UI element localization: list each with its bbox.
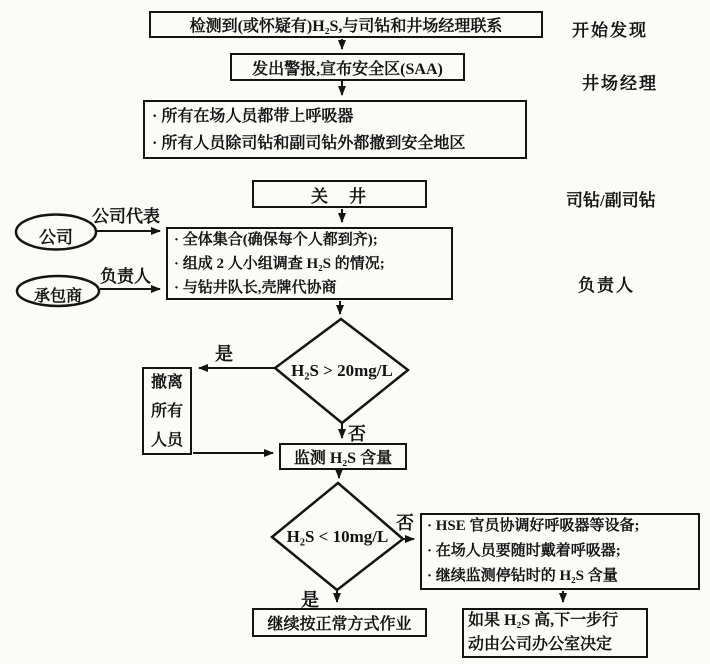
hse-item: · 继续监测停钻时的 H₂S 含量 (427, 568, 618, 584)
edge-label-no-high: 否 (348, 424, 366, 444)
contractor-ellipse-label: 承包商 (33, 288, 82, 305)
evacuate-line: 人员 (150, 431, 183, 449)
process-box-office-decision (462, 608, 648, 658)
office-line: 如果 H₂S 高,下一步行 (468, 612, 619, 629)
edge-label-no-low: 否 (396, 513, 414, 533)
company-ellipse-label: 公司 (39, 228, 73, 247)
hse-item: · 在场人员要随时戴着呼吸器; (427, 543, 621, 559)
edge-label-contractor-head: 负责人 (100, 267, 151, 286)
process-box-monitor: 监测 H₂S 含量 (279, 443, 407, 470)
office-line: 动由公司办公室决定 (468, 636, 613, 653)
decision-h2s-low-label: H₂S < 10mg/L (286, 527, 389, 546)
hse-item: · HSE 官员协调好呼吸器等设备; (427, 518, 640, 534)
respirator-item: · 所有在场人员都带上呼吸器 (152, 107, 354, 125)
evacuate-line: 所有 (150, 402, 183, 420)
side-label-responsible: 负责人 (578, 276, 635, 295)
decision-h2s-high-label: H₂S > 20mg/L (291, 361, 393, 380)
side-label-site-manager: 井场经理 (582, 74, 658, 93)
assemble-item: · 组成 2 人小组调查 H₂S 的情况; (174, 255, 385, 272)
process-box-respirator (143, 100, 527, 159)
side-label-start-found: 开始发现 (572, 21, 648, 40)
assemble-item: · 全体集合(确保每个人都到齐); (174, 231, 378, 248)
edge-label-yes-high: 是 (215, 344, 233, 364)
process-box-normal-ops: 继续按正常方式作业 (252, 608, 427, 637)
process-box-detect: 检测到(或怀疑有)H₂S,与司钻和井场经理联系 (149, 11, 543, 38)
evacuate-line: 撤离 (150, 373, 183, 391)
process-box-evacuate (142, 367, 192, 455)
process-box-alarm: 发出警报,宣布安全区(SAA) (230, 53, 465, 81)
edge-label-yes-low: 是 (301, 590, 319, 610)
process-box-assemble (166, 227, 453, 300)
respirator-item: · 所有人员除司钻和副司钻外都撤到安全地区 (152, 134, 466, 152)
process-box-shut-well: 关 井 (252, 180, 427, 208)
assemble-item: · 与钻井队长,壳牌代协商 (174, 279, 337, 296)
process-box-hse (420, 513, 700, 590)
side-label-driller: 司钻/副司钻 (566, 191, 656, 210)
edge-label-company-rep: 公司代表 (92, 207, 160, 226)
